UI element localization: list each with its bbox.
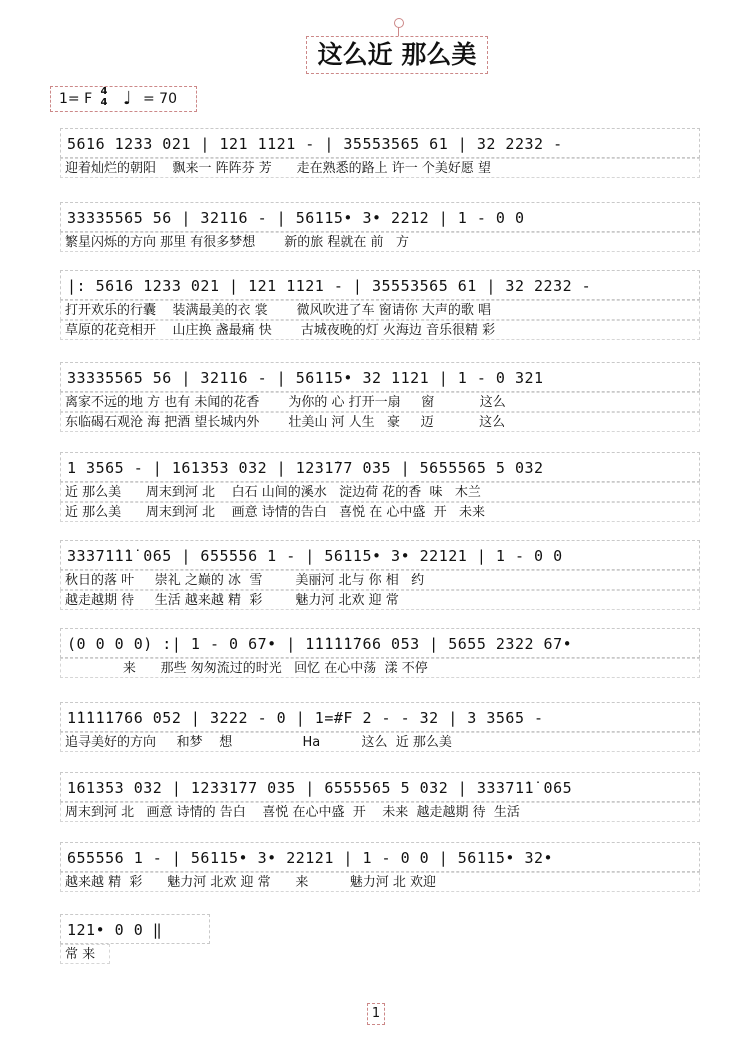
lyrics-line: 近 那么美 周末到河 北 白石 山间的溪水 淀边荷 花的香 味 木兰 <box>60 482 700 502</box>
notes-line: 1̇1̇1̇1̇1̇766 052 | 3222 - 0 | 1=#F 2 - - 32 | 3 3565 - <box>60 702 700 732</box>
lyrics-line: 追寻美好的方向 和梦 想 Ha 这么 近 那么美 <box>60 732 700 752</box>
lyrics-line: 常 来 <box>60 944 110 964</box>
notes-line: 33335565 56 | 32116 - | 56115• 3• 2212 | 1 - 0 0 <box>60 202 700 232</box>
lyrics-line: 越走越期 待 生活 越来越 精 彩 魅力河 北欢 迎 常 <box>60 590 700 610</box>
notes-line: 33335565 56 | 32116 - | 56115• 32 1121 | 1 - 0 321 <box>60 362 700 392</box>
time-bottom: 4 <box>100 97 108 108</box>
notes-line: 655556 1 - | 56115• 3• 22121 | 1 - 0 0 | 56115• 32• <box>60 842 700 872</box>
song-title: 这么近 那么美 <box>306 36 488 74</box>
key-signature <box>50 86 197 112</box>
lyrics-line: 来 那些 匆匆流过的时光 回忆 在心中荡 漾 不停 <box>60 658 700 678</box>
lyrics-line: 迎着灿烂的朝阳 飘来一 阵阵芬 芳 走在熟悉的路上 许一 个美好愿 望 <box>60 158 700 178</box>
time-top: 4 <box>100 86 108 97</box>
notes-line: 5616 1233 021 | 121 1121 - | 35553565 61 | 32 2232 - <box>60 128 700 158</box>
page-number: 1 <box>367 1003 385 1025</box>
lyrics-line: 周末到河 北 画意 诗情的 告白 喜悦 在心中盛 开 未来 越走越期 待 生活 <box>60 802 700 822</box>
title-handle-stem <box>398 27 399 36</box>
notes-line: 1 3565 - | 161353 032 | 1231̇77 035 | 5655565 5 032 <box>60 452 700 482</box>
notes-line: 161353 032 | 12331̇77 035 | 6555565 5 032 | 33371̇1̇ 065 <box>60 772 700 802</box>
lyrics-line: 越来越 精 彩 魅力河 北欢 迎 常 来 魅力河 北 欢迎 <box>60 872 700 892</box>
key-label: 1= F <box>59 91 93 107</box>
notes-line: |: 5616 1233 021 | 121 1121 - | 35553565 61 | 32 2232 - <box>60 270 700 300</box>
notes-line: 33371̇1̇1̇ 065 | 655556 1 - | 56115• 3• 22121 | 1 - 0 0 <box>60 540 700 570</box>
lyrics-line: 繁星闪烁的方向 那里 有很多梦想 新的旅 程就在 前 方 <box>60 232 700 252</box>
title-handle-icon <box>394 18 404 28</box>
lyrics-line: 秋日的落 叶 崇礼 之巅的 冰 雪 美丽河 北与 你 相 约 <box>60 570 700 590</box>
lyrics-line: 打开欢乐的行囊 装满最美的衣 裳 微风吹进了车 窗请你 大声的歌 唱 <box>60 300 700 320</box>
quarter-note-icon: ♩ <box>123 88 132 109</box>
notes-line: (0 0 0 0) :| 1 - 0 67• | 1̇1̇1̇1̇1̇766 053 | 5655 2322 67• <box>60 628 700 658</box>
lyrics-line: 近 那么美 周末到河 北 画意 诗情的告白 喜悦 在 心中盛 开 未来 <box>60 502 700 522</box>
lyrics-line: 离家不远的地 方 也有 未闻的花香 为你的 心 打开一扇 窗 这么 <box>60 392 700 412</box>
lyrics-line: 草原的花竞相开 山庄换 盏最痛 快 古城夜晚的灯 火海边 音乐很精 彩 <box>60 320 700 340</box>
tempo: = 70 <box>143 91 177 107</box>
lyrics-line: 东临碣石观沧 海 把酒 望长城内外 壮美山 河 人生 豪 迈 这么 <box>60 412 700 432</box>
notes-line: 121• 0 0 ‖ <box>60 914 210 944</box>
time-signature <box>98 86 110 108</box>
